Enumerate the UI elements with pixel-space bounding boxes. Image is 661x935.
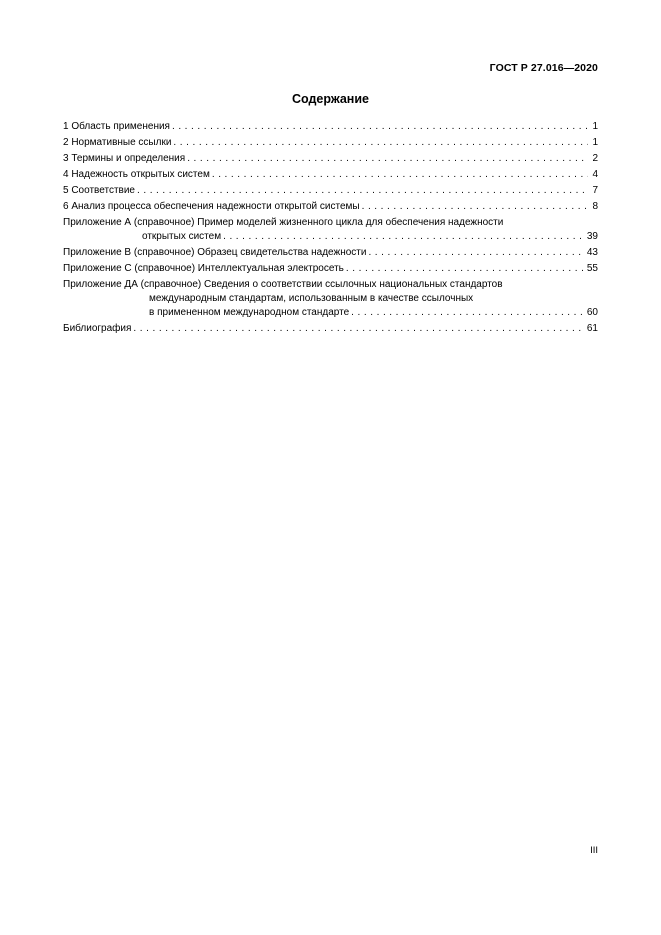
toc-leader — [173, 136, 588, 150]
toc-appendix-a[interactable] — [63, 216, 598, 244]
toc-item-page: 43 — [586, 247, 598, 258]
toc-item-page: 8 — [592, 201, 598, 212]
toc-item-3[interactable] — [63, 152, 598, 166]
toc-item-title: Приложение ДА (справочное) Сведения о соответствии ссылочных национальных стандартов — [63, 279, 503, 290]
toc-item-1[interactable] — [63, 120, 598, 134]
toc-item-title: 3 Термины и определения — [63, 153, 186, 164]
toc-item-5[interactable] — [63, 184, 598, 198]
toc-item-title: 5 Соответствие — [63, 185, 135, 196]
toc-leader — [223, 230, 585, 244]
toc-item-title: 2 Нормативные ссылки — [63, 137, 172, 148]
toc-item-page: 61 — [586, 323, 598, 334]
toc-appendix-b[interactable] — [63, 246, 598, 260]
toc-item-page: 4 — [592, 169, 598, 180]
document-code: ГОСТ Р 27.016—2020 — [489, 62, 598, 74]
toc-item-2[interactable] — [63, 136, 598, 150]
toc-item-title: 6 Анализ процесса обеспечения надежности открытой системы — [63, 201, 360, 212]
toc-item-title-cont: открытых систем — [142, 231, 222, 242]
toc-item-title: 1 Область применения — [63, 121, 170, 132]
toc-item-page: 7 — [592, 185, 598, 196]
toc-leader — [368, 246, 584, 260]
page-number: III — [590, 845, 598, 856]
toc-item-4[interactable] — [63, 168, 598, 182]
toc-item-title: Приложение С (справочное) Интеллектуальная электросеть — [63, 263, 344, 274]
toc-leader — [172, 120, 588, 134]
toc-leader — [362, 200, 588, 214]
toc-item-page: 1 — [592, 137, 598, 148]
toc-item-title: Библиография — [63, 323, 132, 334]
toc-appendix-c[interactable] — [63, 262, 598, 276]
page-title: Содержание — [291, 92, 369, 106]
toc-item-title-cont: в примененном международном стандарте — [149, 307, 350, 318]
toc-bibliography[interactable] — [63, 322, 598, 336]
toc-leader — [212, 168, 588, 182]
toc-leader — [187, 152, 588, 166]
toc-appendix-da[interactable] — [63, 278, 598, 320]
toc-item-6[interactable] — [63, 200, 598, 214]
toc-leader — [346, 262, 585, 276]
toc-item-page: 39 — [586, 231, 598, 242]
toc-item-page: 1 — [592, 121, 598, 132]
table-of-contents — [63, 120, 598, 338]
toc-leader — [133, 322, 584, 336]
toc-item-title-cont: международным стандартам, использованным в качестве ссылочных — [149, 293, 474, 304]
toc-leader — [137, 184, 588, 198]
toc-item-page: 2 — [592, 153, 598, 164]
toc-leader — [351, 306, 585, 320]
toc-item-title: Приложение В (справочное) Образец свидетельства надежности — [63, 247, 367, 258]
toc-item-page: 60 — [586, 307, 598, 318]
toc-item-page: 55 — [586, 263, 598, 274]
toc-item-title: 4 Надежность открытых систем — [63, 169, 210, 180]
toc-item-title: Приложение А (справочное) Пример моделей жизненного цикла для обеспечения надежности — [63, 217, 504, 228]
